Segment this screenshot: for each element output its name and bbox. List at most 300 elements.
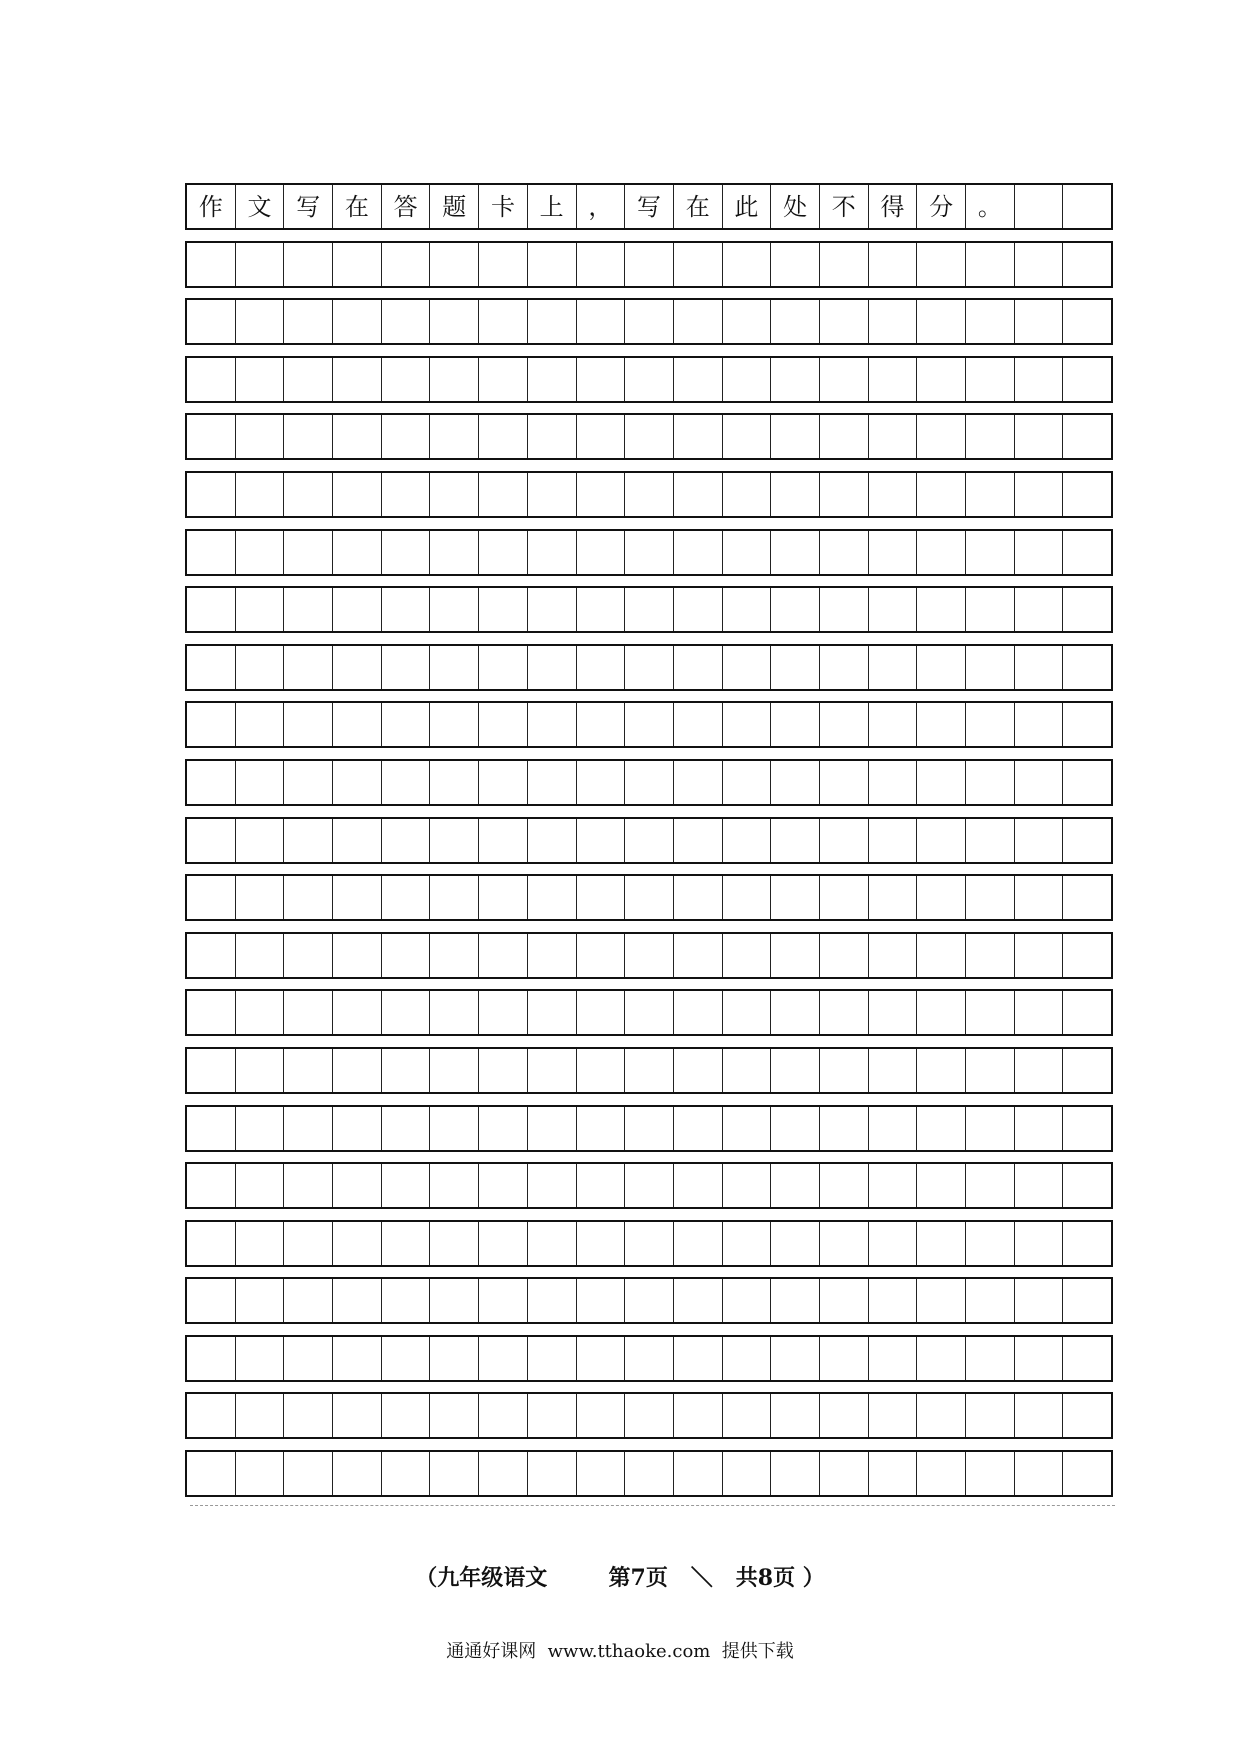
grid-cell — [723, 819, 772, 862]
grid-cell — [1015, 1394, 1064, 1437]
grid-cell — [869, 1107, 918, 1150]
grid-cell — [284, 646, 333, 689]
grid-cell — [382, 646, 431, 689]
grid-cell — [284, 761, 333, 804]
grid-cell — [966, 1164, 1015, 1207]
grid-cell — [479, 415, 528, 458]
grid-cell — [382, 300, 431, 343]
grid-cell — [187, 300, 236, 343]
grid-cell — [625, 300, 674, 343]
grid-cell — [333, 1337, 382, 1380]
grid-cell — [723, 1222, 772, 1265]
grid-cell — [382, 1337, 431, 1380]
grid-cell — [577, 1452, 626, 1495]
grid-cell — [1015, 1222, 1064, 1265]
grid-cell: 分 — [917, 185, 966, 228]
grid-cell — [917, 646, 966, 689]
grid-cell — [528, 531, 577, 574]
grid-cell — [674, 415, 723, 458]
grid-cell — [966, 1049, 1015, 1092]
grid-cell: 作 — [187, 185, 236, 228]
grid-cell — [187, 991, 236, 1034]
grid-cell — [187, 473, 236, 516]
grid-row — [185, 1105, 1113, 1152]
grid-cell — [1015, 358, 1064, 401]
grid-cell — [771, 1049, 820, 1092]
grid-cell — [869, 876, 918, 919]
grid-cell — [1015, 1452, 1064, 1495]
grid-cell — [1063, 300, 1111, 343]
grid-cell — [1063, 761, 1111, 804]
grid-cell — [187, 1164, 236, 1207]
grid-cell — [723, 243, 772, 286]
grid-cell — [625, 1337, 674, 1380]
grid-cell — [187, 1394, 236, 1437]
grid-cell — [625, 934, 674, 977]
grid-cell: 写 — [625, 185, 674, 228]
grid-cell — [528, 243, 577, 286]
grid-cell — [869, 991, 918, 1034]
grid-cell — [528, 473, 577, 516]
grid-cell — [479, 819, 528, 862]
grid-cell: ， — [577, 185, 626, 228]
grid-cell — [966, 991, 1015, 1034]
grid-cell — [430, 819, 479, 862]
grid-cell — [966, 531, 1015, 574]
grid-cell — [917, 1049, 966, 1092]
grid-cell — [333, 1222, 382, 1265]
grid-cell — [479, 1222, 528, 1265]
grid-cell — [1015, 934, 1064, 977]
grid-cell — [625, 819, 674, 862]
grid-cell — [1015, 991, 1064, 1034]
grid-cell: 不 — [820, 185, 869, 228]
grid-cell — [625, 1107, 674, 1150]
grid-cell — [479, 1049, 528, 1092]
grid-cell — [625, 703, 674, 746]
grid-row — [185, 1220, 1113, 1267]
grid-cell — [869, 1337, 918, 1380]
grid-cell — [674, 1452, 723, 1495]
grid-cell — [577, 1394, 626, 1437]
grid-cell — [820, 300, 869, 343]
grid-cell — [577, 1164, 626, 1207]
grid-cell — [1063, 588, 1111, 631]
grid-cell — [577, 703, 626, 746]
grid-cell — [674, 588, 723, 631]
grid-cell: 卡 — [479, 185, 528, 228]
grid-cell — [820, 761, 869, 804]
grid-cell — [917, 358, 966, 401]
grid-cell — [966, 1107, 1015, 1150]
grid-cell — [528, 300, 577, 343]
grid-row — [185, 817, 1113, 864]
grid-cell — [771, 415, 820, 458]
grid-cell — [820, 934, 869, 977]
grid-cell — [577, 876, 626, 919]
grid-cell: 在 — [674, 185, 723, 228]
grid-cell — [236, 991, 285, 1034]
grid-cell — [382, 703, 431, 746]
grid-cell — [625, 1222, 674, 1265]
grid-cell — [771, 588, 820, 631]
grid-cell — [917, 876, 966, 919]
grid-cell — [577, 1279, 626, 1322]
grid-cell — [771, 358, 820, 401]
grid-cell — [333, 415, 382, 458]
grid-cell — [382, 991, 431, 1034]
grid-cell — [333, 761, 382, 804]
grid-row — [185, 1277, 1113, 1324]
grid-cell — [479, 358, 528, 401]
grid-cell — [236, 531, 285, 574]
grid-cell — [1063, 703, 1111, 746]
grid-cell — [284, 243, 333, 286]
grid-cell — [430, 415, 479, 458]
grid-cell — [917, 588, 966, 631]
grid-cell — [430, 1279, 479, 1322]
grid-cell — [771, 531, 820, 574]
grid-cell — [479, 1164, 528, 1207]
grid-cell — [917, 243, 966, 286]
grid-cell — [479, 473, 528, 516]
grid-cell — [771, 819, 820, 862]
grid-cell — [917, 300, 966, 343]
grid-cell — [577, 991, 626, 1034]
grid-cell — [869, 703, 918, 746]
grid-cell — [528, 703, 577, 746]
grid-cell — [625, 1049, 674, 1092]
grid-cell: 答 — [382, 185, 431, 228]
grid-cell — [333, 1107, 382, 1150]
grid-cell — [479, 876, 528, 919]
grid-cell — [820, 358, 869, 401]
grid-cell — [236, 300, 285, 343]
grid-cell — [187, 1452, 236, 1495]
grid-cell — [723, 415, 772, 458]
grid-cell — [528, 876, 577, 919]
grid-cell — [1015, 646, 1064, 689]
grid-cell — [917, 1337, 966, 1380]
grid-cell — [674, 300, 723, 343]
grid-cell — [236, 703, 285, 746]
grid-cell — [284, 934, 333, 977]
grid-cell — [917, 991, 966, 1034]
grid-cell — [674, 761, 723, 804]
grid-cell — [284, 1337, 333, 1380]
grid-cell — [382, 819, 431, 862]
grid-cell — [869, 1222, 918, 1265]
grid-cell — [479, 1337, 528, 1380]
grid-cell — [187, 1222, 236, 1265]
grid-cell — [528, 934, 577, 977]
grid-cell — [236, 819, 285, 862]
grid-cell — [382, 1452, 431, 1495]
grid-cell — [625, 646, 674, 689]
grid-cell — [869, 358, 918, 401]
grid-cell — [236, 761, 285, 804]
grid-cell — [966, 703, 1015, 746]
grid-cell — [479, 1394, 528, 1437]
grid-row — [185, 471, 1113, 518]
grid-cell — [1063, 1107, 1111, 1150]
grid-cell — [820, 991, 869, 1034]
grid-cell — [284, 358, 333, 401]
grid-cell — [187, 358, 236, 401]
grid-cell — [820, 473, 869, 516]
grid-cell — [577, 1049, 626, 1092]
grid-cell — [187, 703, 236, 746]
grid-cell — [1015, 819, 1064, 862]
grid-cell — [430, 358, 479, 401]
grid-cell — [236, 243, 285, 286]
grid-cell — [966, 819, 1015, 862]
grid-cell — [1015, 1164, 1064, 1207]
grid-cell — [430, 588, 479, 631]
grid-cell — [382, 934, 431, 977]
grid-row — [185, 759, 1113, 806]
grid-cell — [333, 1394, 382, 1437]
grid-cell — [187, 415, 236, 458]
bottom-divider — [190, 1505, 1115, 1506]
grid-cell — [625, 588, 674, 631]
grid-cell — [577, 934, 626, 977]
grid-cell — [430, 1222, 479, 1265]
grid-cell — [966, 1394, 1015, 1437]
grid-cell — [333, 1164, 382, 1207]
grid-cell — [674, 473, 723, 516]
grid-cell — [674, 1279, 723, 1322]
grid-cell — [625, 876, 674, 919]
grid-cell — [382, 243, 431, 286]
grid-cell — [1063, 934, 1111, 977]
grid-cell — [917, 531, 966, 574]
grid-cell — [236, 415, 285, 458]
grid-cell — [528, 415, 577, 458]
grid-row — [185, 989, 1113, 1036]
grid-cell — [382, 761, 431, 804]
grid-cell — [625, 531, 674, 574]
grid-cell — [187, 1279, 236, 1322]
grid-cell — [674, 703, 723, 746]
grid-cell — [528, 819, 577, 862]
grid-cell — [966, 300, 1015, 343]
grid-cell — [917, 1164, 966, 1207]
grid-cell: 得 — [869, 185, 918, 228]
page-footer: （九年级语文 第7页 ＼ 共8页 ） — [415, 1565, 825, 1591]
grid-cell — [1063, 1452, 1111, 1495]
grid-cell — [723, 646, 772, 689]
grid-cell — [187, 531, 236, 574]
grid-cell — [382, 1049, 431, 1092]
grid-cell — [625, 1279, 674, 1322]
grid-cell — [723, 588, 772, 631]
grid-cell — [966, 415, 1015, 458]
grid-cell — [966, 473, 1015, 516]
grid-cell — [1063, 1049, 1111, 1092]
grid-cell — [333, 473, 382, 516]
grid-cell — [430, 473, 479, 516]
grid-cell — [430, 300, 479, 343]
grid-cell — [1015, 185, 1064, 228]
grid-cell — [236, 588, 285, 631]
grid-cell — [869, 1049, 918, 1092]
grid-cell — [187, 1107, 236, 1150]
grid-cell — [479, 1279, 528, 1322]
grid-cell — [479, 588, 528, 631]
grid-cell — [577, 415, 626, 458]
grid-cell — [430, 1107, 479, 1150]
grid-cell — [723, 991, 772, 1034]
grid-cell — [771, 1164, 820, 1207]
grid-row — [185, 1335, 1113, 1382]
grid-cell — [674, 1337, 723, 1380]
grid-cell — [333, 703, 382, 746]
grid-cell — [479, 991, 528, 1034]
grid-cell — [479, 703, 528, 746]
grid-cell — [771, 991, 820, 1034]
grid-row — [185, 241, 1113, 288]
grid-cell — [236, 876, 285, 919]
grid-cell — [1063, 1337, 1111, 1380]
grid-cell — [528, 1107, 577, 1150]
grid-cell — [674, 1394, 723, 1437]
grid-cell — [528, 1279, 577, 1322]
grid-cell — [528, 1394, 577, 1437]
grid-cell — [528, 1222, 577, 1265]
grid-cell — [1063, 415, 1111, 458]
grid-cell — [1063, 1394, 1111, 1437]
grid-cell — [430, 531, 479, 574]
grid-cell — [236, 1279, 285, 1322]
grid-cell — [382, 588, 431, 631]
grid-cell — [820, 703, 869, 746]
grid-cell — [1015, 473, 1064, 516]
grid-row — [185, 1450, 1113, 1497]
grid-cell — [430, 1337, 479, 1380]
grid-cell — [917, 934, 966, 977]
grid-cell — [333, 531, 382, 574]
grid-cell — [479, 300, 528, 343]
grid-cell — [674, 1164, 723, 1207]
grid-cell: 题 — [430, 185, 479, 228]
grid-cell — [382, 876, 431, 919]
grid-cell — [528, 358, 577, 401]
grid-row — [185, 356, 1113, 403]
grid-cell — [674, 991, 723, 1034]
grid-cell — [820, 819, 869, 862]
grid-cell — [869, 415, 918, 458]
grid-row — [185, 1162, 1113, 1209]
grid-cell — [187, 761, 236, 804]
grid-cell — [1063, 991, 1111, 1034]
grid-cell — [820, 588, 869, 631]
grid-cell — [1015, 1107, 1064, 1150]
grid-cell — [771, 646, 820, 689]
grid-cell — [625, 991, 674, 1034]
grid-cell — [917, 1279, 966, 1322]
grid-cell — [771, 876, 820, 919]
grid-cell — [382, 1107, 431, 1150]
grid-cell — [869, 1279, 918, 1322]
grid-cell — [1015, 588, 1064, 631]
grid-cell — [284, 473, 333, 516]
grid-cell — [674, 819, 723, 862]
grid-cell — [1015, 243, 1064, 286]
grid-cell — [674, 1049, 723, 1092]
grid-cell: 上 — [528, 185, 577, 228]
grid-cell — [869, 473, 918, 516]
grid-cell — [917, 703, 966, 746]
grid-cell — [1015, 1279, 1064, 1322]
grid-cell — [284, 876, 333, 919]
grid-cell — [236, 1164, 285, 1207]
grid-cell — [430, 703, 479, 746]
grid-cell — [430, 1164, 479, 1207]
grid-cell — [430, 646, 479, 689]
grid-cell — [820, 243, 869, 286]
grid-cell — [723, 531, 772, 574]
grid-cell: 写 — [284, 185, 333, 228]
grid-cell — [966, 646, 1015, 689]
grid-cell — [820, 1107, 869, 1150]
grid-cell — [1015, 531, 1064, 574]
grid-cell — [966, 243, 1015, 286]
grid-cell — [820, 415, 869, 458]
grid-cell — [723, 934, 772, 977]
grid-cell — [333, 819, 382, 862]
grid-cell — [284, 819, 333, 862]
grid-cell — [869, 1452, 918, 1495]
grid-cell — [674, 531, 723, 574]
grid-cell — [869, 1164, 918, 1207]
grid-cell — [917, 761, 966, 804]
grid-cell — [528, 646, 577, 689]
grid-cell — [674, 934, 723, 977]
grid-cell — [577, 358, 626, 401]
grid-cell — [771, 300, 820, 343]
grid-cell — [966, 1337, 1015, 1380]
grid-cell — [966, 358, 1015, 401]
grid-cell — [528, 1337, 577, 1380]
grid-cell — [771, 934, 820, 977]
grid-cell — [869, 819, 918, 862]
grid-cell — [333, 358, 382, 401]
grid-cell — [820, 876, 869, 919]
grid-cell — [917, 473, 966, 516]
grid-cell — [820, 1452, 869, 1495]
grid-cell — [479, 531, 528, 574]
grid-cell — [1015, 876, 1064, 919]
grid-cell — [236, 1222, 285, 1265]
grid-cell — [284, 1452, 333, 1495]
grid-cell — [333, 1279, 382, 1322]
grid-cell — [1015, 1049, 1064, 1092]
grid-cell — [917, 1107, 966, 1150]
grid-cell — [284, 991, 333, 1034]
grid-cell — [382, 415, 431, 458]
grid-cell — [187, 934, 236, 977]
grid-cell — [820, 1164, 869, 1207]
grid-cell — [723, 1049, 772, 1092]
grid-cell — [382, 531, 431, 574]
grid-cell — [284, 703, 333, 746]
grid-cell — [723, 1337, 772, 1380]
grid-cell — [187, 819, 236, 862]
grid-cell — [284, 1279, 333, 1322]
grid-cell — [333, 1452, 382, 1495]
grid-cell — [625, 473, 674, 516]
